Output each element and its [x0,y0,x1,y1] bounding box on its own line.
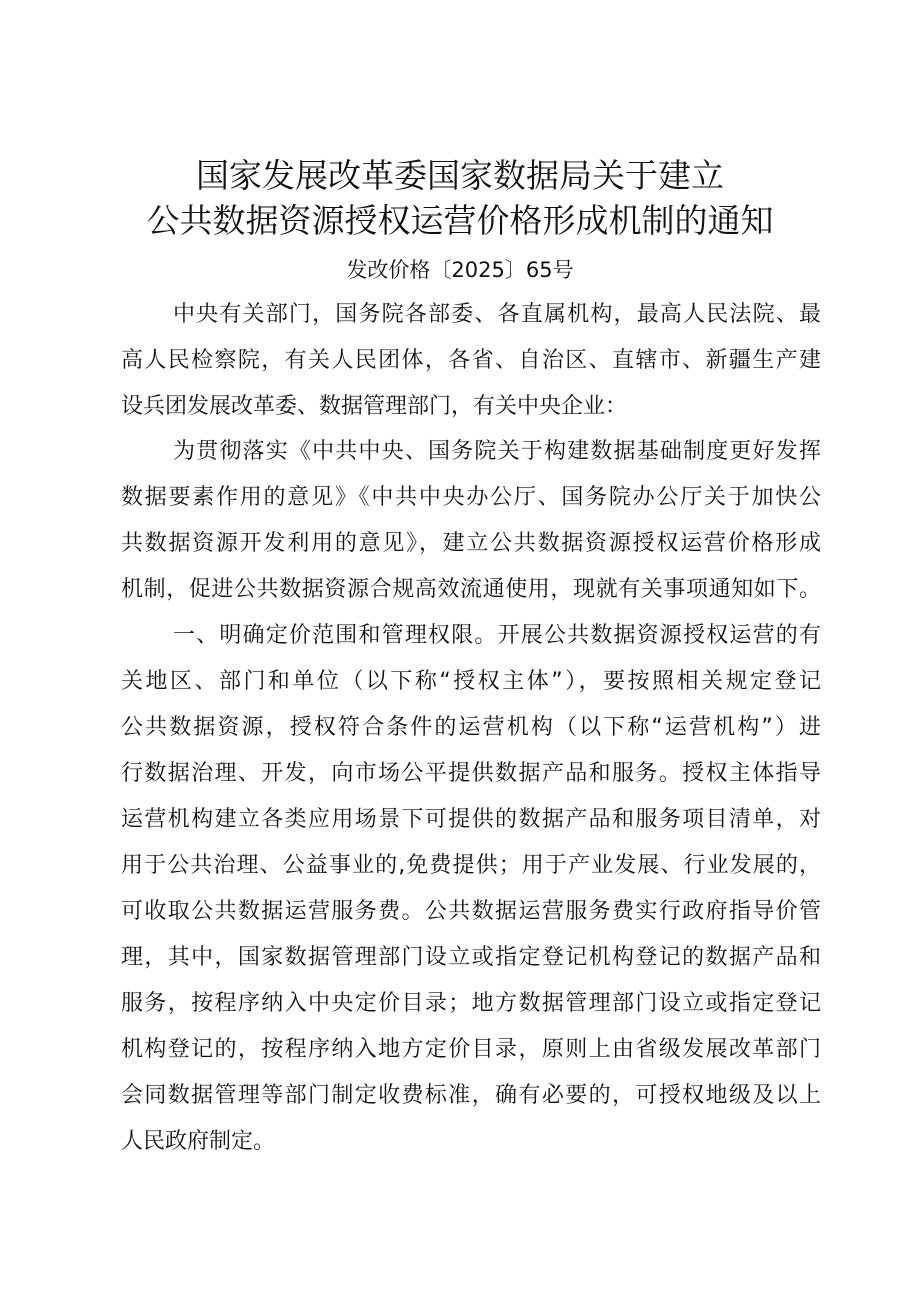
body-line: 可收取公共数据运营服务费。公共数据运营服务费实行政府指导价管 [121,899,821,924]
body-line: 共数据资源开发利用的意见》，建立公共数据资源授权运营价格形成 [121,531,821,556]
body-line: 公共数据资源，授权符合条件的运营机构（以下称“运营机构”）进 [121,715,821,740]
body-line: 人民政府制定。 [121,1129,276,1154]
body-line: 设兵团发展改革委、数据管理部门，有关中央企业： [121,394,628,419]
body-line: 机构登记的，按程序纳入地方定价目录，原则上由省级发展改革部门 [121,1037,821,1062]
document-title-line-1: 国家发展改革委国家数据局关于建立 [196,156,724,195]
body-line: 关地区、部门和单位（以下称“授权主体”），要按照相关规定登记 [121,669,821,694]
body-line: 理，其中，国家数据管理部门设立或指定登记机构登记的数据产品和 [121,945,821,970]
body-line: 运营机构建立各类应用场景下可提供的数据产品和服务项目清单，对 [121,807,821,832]
body-line: 高人民检察院，有关人民团体，各省、自治区、直辖市、新疆生产建 [121,348,821,373]
body-line: 机制，促进公共数据资源合规高效流通使用，现就有关事项通知如下。 [121,577,821,602]
body-line: 中央有关部门，国务院各部委、各直属机构，最高人民法院、最 [173,302,821,327]
body-line: 行数据治理、开发，向市场公平提供数据产品和服务。授权主体指导 [121,761,821,786]
body-line: 服务，按程序纳入中央定价目录；地方数据管理部门设立或指定登记 [121,991,821,1016]
body-line: 会同数据管理等部门制定收费标准，确有必要的，可授权地级及以上 [121,1083,821,1108]
body-line: 一、明确定价范围和管理权限。开展公共数据资源授权运营的有 [173,623,821,648]
document-number: 发改价格〔2025〕65号 [346,258,574,282]
body-line: 用于公共治理、公益事业的,免费提供；用于产业发展、行业发展的， [121,853,821,878]
document-title-line-2: 公共数据资源授权运营价格形成机制的通知 [146,201,774,240]
body-line: 数据要素作用的意见》《中共中央办公厅、国务院办公厅关于加快公 [121,485,821,510]
body-line: 为贯彻落实《中共中央、国务院关于构建数据基础制度更好发挥 [173,439,821,464]
